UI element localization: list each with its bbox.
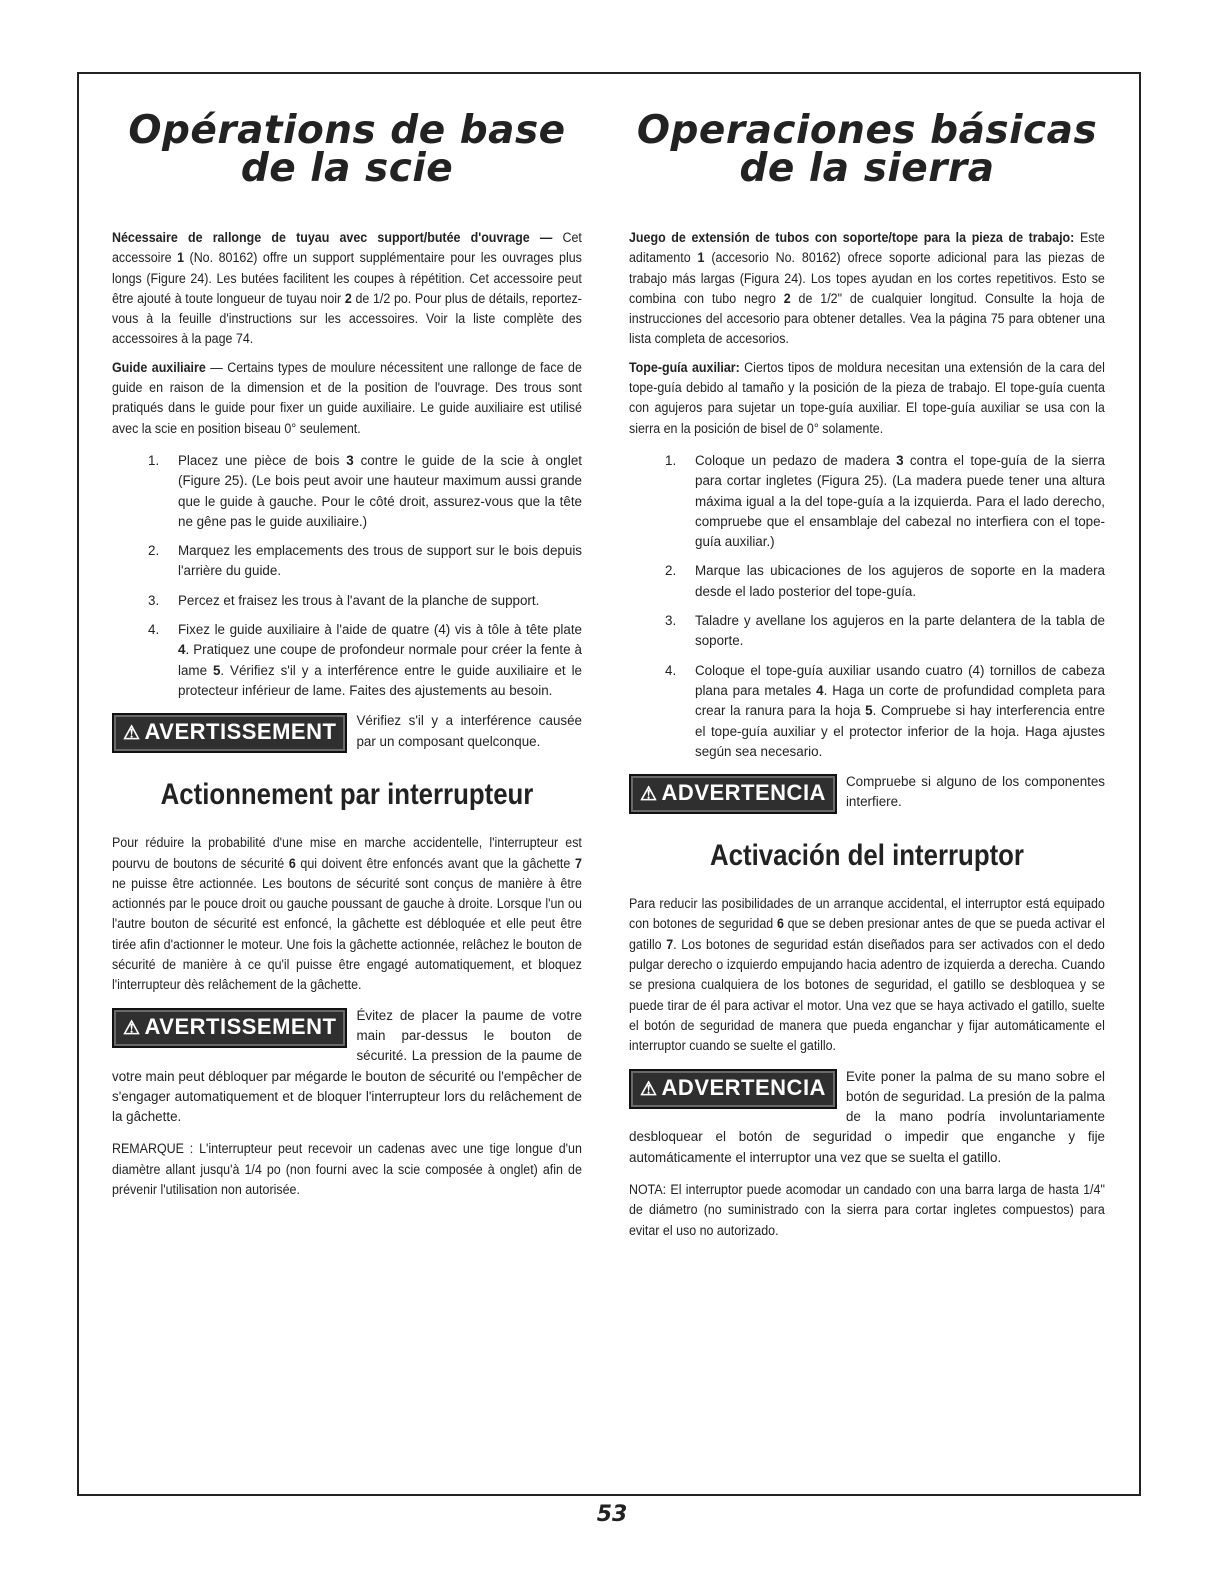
list-item: 3. Taladre y avellane los agujeros en la parte delantera de la tabla de soporte.	[665, 613, 1105, 649]
spanish-aux-fence-paragraph: Tope-guía auxiliar: Ciertos tipos de moldura necesitan una extensión de la cara del tope-guía debido al tamaño y la posición de la pieza de trabajo. El tope-guía cuenta con agujeros para sujetar un tope-guía auxiliar. El tope-guía auxiliar se usa con la sierra en la posición de bisel de 0° solamente.	[629, 359, 1105, 436]
spanish-column	[629, 108, 1105, 1249]
spanish-extension-kit-paragraph: Juego de extensión de tubos con soporte/tope para la pieza de trabajo: Este aditamento 1 (accesorio No. 80162) ofrece soporte adicional para las piezas de trabajo más largas (Figura 24). Los topes ayudan en los cortes repetitivos. Esto se combina con tubo negro 2 de 1/2" de cualquier longitud. Consulte la hoja de instrucciones del accesorio para obtener detalles. Vea la página 75 para obtener una lista completa de accesorios.	[629, 230, 1105, 347]
warning-triangle-icon: ⚠	[640, 784, 658, 806]
french-switch-heading: Actionnement par interrupteur	[160, 778, 534, 812]
french-switch-paragraph: Pour réduire la probabilité d'une mise en marche accidentelle, l'interrupteur est pourvu de boutons de sécurité 6 qui doivent être enfoncés avant que la gâchette 7 ne puisse être actionnée. Les boutons de sécurité sont conçus de manière à être actionnés par le pouce droit ou gauche poussant de gauche à droite. Lorsque l'un ou l'autre bouton de sécurité est enfoncé, la gâchette est débloquée et elle peut être tirée afin d'actionner le moteur. Une fois la gâchette actionnée, relâchez le bouton de sécurité de manière à ce qu'il puisse être engagé automatiquement, et bloquez l'interrupteur dès relâchement de la gâchette.	[112, 835, 582, 993]
french-steps-list	[112, 451, 582, 701]
french-warning-1	[112, 711, 582, 753]
warning-text: Évitez de placer la paume de votre main par-dessus le bouton de sécurité. La pression de la paume de votre main peut débloquer par mégarde le bouton de sécurité ou l'empêcher de s'engager automatiquement et de bloquer l'interrupteur lors du relâchement de la gâchette.	[112, 1007, 582, 1125]
french-warning-2	[112, 1006, 582, 1128]
french-extension-kit-paragraph: Nécessaire de rallonge de tuyau avec support/butée d'ouvrage — Cet accessoire 1 (No. 80162) offre un support supplémentaire pour les ouvrages plus longs (Figure 24). Les butées facilitent les coupes à répétition. Cet accessoire peut être ajouté à toute longueur de tuyau noir 2 de 1/2 po. Pour plus de détails, reportez-vous à la feuille d'instructions sur les accessoires. Voir la liste complète des accessoires à la page 74.	[112, 230, 582, 347]
warning-text: Vérifiez s'il y a interférence causée par un composant quelconque.	[356, 713, 582, 749]
warning-badge: ⚠ ADVERTENCIA	[629, 1069, 837, 1109]
spanish-warning-1	[629, 772, 1105, 814]
spanish-steps-list	[629, 451, 1105, 762]
warning-triangle-icon: ⚠	[640, 1078, 658, 1100]
list-item: 2. Marquez les emplacements des trous de support sur le bois depuis l'arrière du guide.	[148, 543, 582, 579]
page-number: 53	[596, 1502, 628, 1527]
spanish-switch-paragraph: Para reducir las posibilidades de un arranque accidental, el interruptor está equipado con botones de seguridad 6 que se deben presionar antes de que se pueda activar el gatillo 7. Los botones de seguridad están diseñados para ser activados con el dedo pulgar derecho o izquierdo empujando hacia adentro de izquierda a derecha. Cuando se presiona cualquiera de los botones de seguridad, el gatillo se desbloquea y se puede tirar de él para activar el motor. Una vez que se haya activado el gatillo, suelte el botón de seguridad de manera que pueda enganchar y fijar automáticamente el interruptor cuando se suelte el gatillo.	[629, 896, 1105, 1054]
french-note: REMARQUE : L'interrupteur peut recevoir un cadenas avec une tige longue d'un diamètre allant jusqu'à 1/4 po (non fourni avec la scie composée à onglet) afin de prévenir l'utilisation non autorisée.	[112, 1141, 582, 1197]
warning-badge: ⚠ AVERTISSEMENT	[112, 713, 347, 753]
french-column	[112, 108, 582, 1208]
spanish-warning-2	[629, 1067, 1105, 1168]
spanish-note: NOTA: El interruptor puede acomodar un candado con una barra larga de hasta 1/4" de diámetro (no suministrado con la sierra para cortar ingletes compuestos) para evitar el uso no autorizado.	[629, 1181, 1105, 1238]
french-aux-fence-paragraph: Guide auxiliaire — Certains types de moulure nécessitent une rallonge de face de guide en raison de la dimension et de la position de l'ouvrage. Des trous sont pratiqués dans le guide pour fixer un guide auxiliaire. Le guide auxiliaire est utilisé avec la scie en position biseau 0° seulement.	[112, 359, 582, 436]
list-item: 3. Percez et fraisez les trous à l'avant de la planche de support.	[148, 592, 540, 608]
list-item: 2. Marque las ubicaciones de los agujeros de soporte en la madera desde el lado posterior del tope-guía.	[665, 563, 1105, 599]
list-item: 4. Coloque el tope-guía auxiliar usando cuatro (4) tornillos de cabeza plana para metales 4. Haga un corte de profundidad completa para crear la ranura para la hoja 5. Compruebe si hay interferencia entre el tope-guía auxiliar y el protector inferior de la hoja. Haga ajustes según sea necesario.	[665, 662, 1105, 759]
warning-badge: ⚠ ADVERTENCIA	[629, 774, 837, 814]
warning-triangle-icon: ⚠	[123, 1017, 141, 1039]
warning-text: Evite poner la palma de su mano sobre el botón de seguridad. La presión de la palma de la mano podría involuntariamente desbloquear el botón de seguridad o impedir que enganche y fije automáticamente el interruptor una vez que se suelta el gatillo.	[629, 1068, 1105, 1165]
warning-text: Compruebe si alguno de los componentes interfiere.	[845, 774, 1105, 810]
list-item: 4. Fixez le guide auxiliaire à l'aide de quatre (4) vis à tôle à tête plate 4. Pratiquez une coupe de profondeur normale pour créer la fente à lame 5. Vérifiez s'il y a interférence entre le guide auxiliaire et le protecteur inférieur de lame. Faites des ajustements au besoin.	[148, 622, 582, 698]
list-item: 1. Coloque un pedazo de madera 3 contra el tope-guía de la sierra para cortar ingletes (Figura 25). (La madera puede tener una altura máxima igual a la del tope-guía a la izquierda. Para el lado derecho, compruebe que el ensamblaje del cabezal no interfiera con el tope-guía auxiliar.)	[665, 452, 1105, 550]
spanish-title: Operaciones básicas de la sierra	[636, 108, 1098, 191]
warning-badge: ⚠ AVERTISSEMENT	[112, 1008, 347, 1048]
french-title: Opérations de base de la scie	[128, 108, 566, 191]
warning-triangle-icon: ⚠	[123, 723, 141, 745]
list-item: 1. Placez une pièce de bois 3 contre le guide de la scie à onglet (Figure 25). (Le bois peut avoir une hauteur maximum aussi grande que le guide à gauche. Pour le côté droit, assurez-vous que la tête ne gêne pas le guide auxiliaire.)	[148, 452, 582, 529]
spanish-switch-heading: Activación del interruptor	[710, 839, 1024, 873]
